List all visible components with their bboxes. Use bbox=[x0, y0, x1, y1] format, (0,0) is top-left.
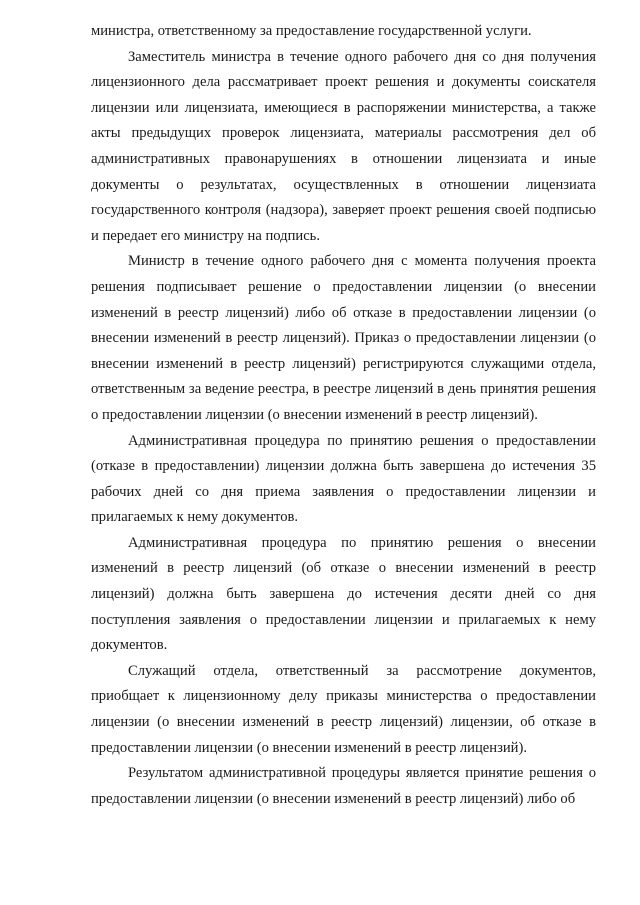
paragraph-registry-changes-deadline: Административная процедура по принятию решения о внесении изменений в реестр лицензий (об отказе о внесении изменений в реестр лицензий) должна быть завершена до истечения десяти дней со дня поступления заявления о предоставлении лицензии и прилагаемых к нему документов. bbox=[91, 534, 596, 654]
paragraph-minister-signs: Министр в течение одного рабочего дня с момента получения проекта решения подписывает решение о предоставлении лицензии (о внесении изменений в реестр лицензий) либо об отказе в предоставлении лицензии (о внесении изменений в реестр лицензий). Приказ о предоставлении лицензии (о внесении изменений в реестр лицензий) регистрируются служащими отдела, ответственным за ведение реестра, в реестре лицензий в день принятия решения о предоставлении лицензии (о внесении изменений в реестр лицензий). bbox=[91, 253, 596, 423]
paragraph-continued: министра, ответственному за предоставление государственной услуги. bbox=[91, 23, 532, 39]
paragraph-deputy-minister-review: Заместитель министра в течение одного рабочего дня со дня получения лицензионного дела рассматривает проект решения и документы соискателя лицензии или лицензиата, имеющиеся в распоряжении министерства, а также акты предыдущих проверок лицензиата, материалы рассмотрения дел об административных правонарушениях в отношении лицензиата и иные документы о результатах, осуществленных в отношении лицензиата государственного контроля (надзора), заверяет проект решения своей подписью и передает его министру на подпись. bbox=[91, 48, 596, 244]
paragraph-license-deadline: Административная процедура по принятию решения о предоставлении (отказе в предоставлении) лицензии должна быть завершена до истечения 35 рабочих дней со дня приема заявления о предоставлении лицензии и прилагаемых к нему документов. bbox=[91, 432, 596, 526]
paragraph-attach-orders: Служащий отдела, ответственный за рассмотрение документов, приобщает к лицензионному делу приказы министерства о предоставлении лицензии (о внесении изменений в реестр лицензий) лицензии, об отказе в предоставлении лицензии (о внесении изменений в реестр лицензий). bbox=[91, 662, 596, 756]
document-body bbox=[91, 19, 596, 812]
paragraph-procedure-result: Результатом административной процедуры является принятие решения о предоставлении лицензии (о внесении изменений в реестр лицензий) либо об bbox=[91, 765, 596, 807]
